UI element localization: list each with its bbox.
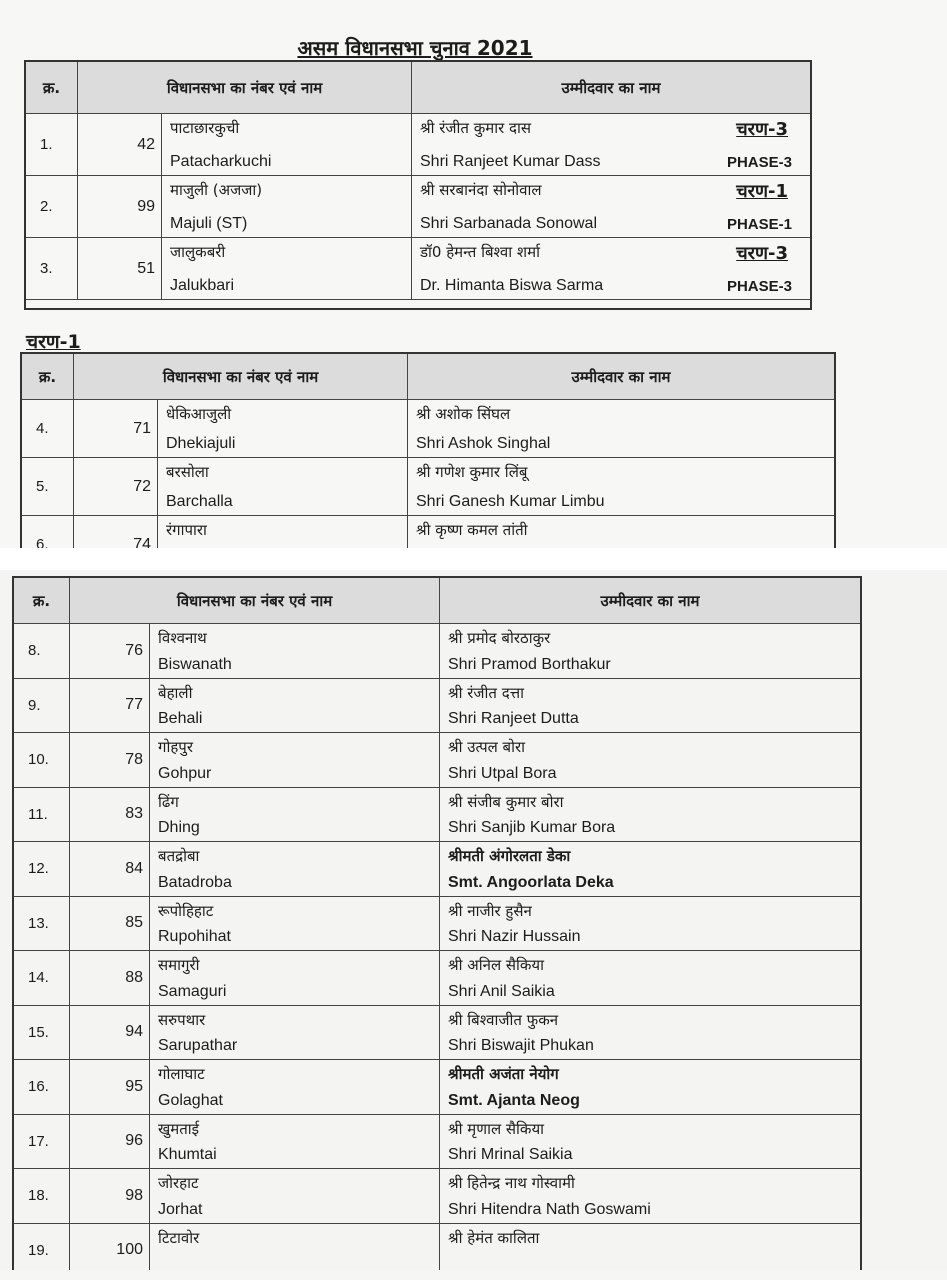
constituency-name-hindi: बेहाली [158, 683, 193, 702]
serial-number: 1. [26, 114, 78, 175]
constituency-number: 42 [137, 135, 155, 153]
constituency-number-cell [74, 400, 158, 457]
candidate-name-english: Shri Pramod Borthakur [448, 655, 611, 673]
constituency-name-cell [158, 400, 408, 457]
constituency-number-cell [74, 458, 158, 515]
constituency-name-cell [150, 788, 440, 842]
constituency-name-cell [150, 624, 440, 678]
candidate-name-english: Dr. Himanta Biswa Sarma [420, 277, 604, 294]
candidate-cell [440, 624, 860, 678]
constituency-name-cell [158, 458, 408, 515]
table-row [14, 679, 860, 734]
constituency-name-english: Rupohihat [158, 928, 231, 945]
table-row [14, 1115, 860, 1170]
candidate-name-hindi: श्री रंजीत कुमार दास [420, 119, 532, 137]
phase-label-english: PHASE-3 [726, 154, 792, 171]
serial-number: 17. [14, 1115, 70, 1169]
table-row [14, 788, 860, 843]
phase-label-hindi: चरण-3 [736, 119, 788, 140]
table-row [26, 114, 810, 176]
candidate-cell [440, 788, 860, 842]
candidate-name-english: Shri Sarbanada Sonowal [420, 215, 598, 232]
constituency-number-cell [78, 238, 162, 299]
candidate-name-hindi: श्री सरबानंदा सोनोवाल [420, 181, 542, 199]
constituency-name-cell [150, 1115, 440, 1169]
constituency-name-english: Patacharkuchi [170, 153, 272, 170]
constituency-name-hindi: जोरहाट [158, 1174, 199, 1192]
constituency-name-hindi: माजुली (अजजा) [170, 181, 263, 199]
header-candidate: उम्मीदवार का नाम [571, 367, 671, 386]
candidate-name-hindi: डॉ0 हेमन्त बिश्वा शर्मा [420, 243, 540, 261]
constituency-number-cell [74, 516, 158, 548]
constituency-name-hindi: रूपोहिहाट [158, 901, 214, 920]
candidate-name-hindi: श्री मृणाल सैकिया [448, 1119, 545, 1138]
phase-label-hindi: चरण-1 [736, 181, 788, 202]
serial-number: 19. [14, 1224, 70, 1271]
candidate-name-english: Shri Nazir Hussain [448, 928, 581, 945]
candidate-cell [440, 1169, 860, 1223]
constituency-name-english: Sarupathar [158, 1037, 238, 1054]
candidate-name-english: Smt. Ajanta Neog [448, 1091, 580, 1109]
constituency-number-cell [70, 951, 150, 1005]
constituency-number-cell [70, 624, 150, 678]
constituency-name-hindi: बरसोला [166, 463, 209, 481]
section-title-phase-1: चरण-1 [26, 331, 81, 353]
constituency-name-english: Golaghat [158, 1091, 223, 1109]
header-serial: क्र. [14, 578, 70, 623]
table-header-row [26, 62, 810, 114]
constituency-number: 77 [125, 696, 143, 714]
constituency-name-hindi: समागुरी [158, 956, 200, 974]
table-row [14, 842, 860, 897]
serial-number: 8. [14, 624, 70, 678]
constituency-name-cell [150, 1224, 440, 1271]
constituency-number: 85 [125, 914, 143, 932]
document-page-1 [0, 0, 947, 548]
candidate-name-hindi: श्री बिश्वाजीत फुकन [448, 1010, 559, 1029]
constituency-name-cell [162, 114, 412, 175]
candidate-name-hindi: श्री नाजीर हुसैन [448, 901, 532, 920]
constituency-number-cell [70, 842, 150, 896]
constituency-number: 83 [125, 805, 143, 823]
candidate-name-english: Shri Mrinal Saikia [448, 1146, 573, 1163]
constituency-number-cell [70, 679, 150, 733]
constituency-name-cell [150, 842, 440, 896]
constituency-name-cell [150, 951, 440, 1005]
constituency-number: 95 [125, 1077, 143, 1095]
constituency-number: 72 [133, 477, 151, 495]
serial-number: 6. [22, 516, 74, 548]
serial-number: 14. [14, 951, 70, 1005]
candidates-table-continued [12, 576, 862, 1270]
candidate-name-english: Shri Hitendra Nath Goswami [448, 1200, 651, 1218]
constituency-name-hindi: धेकिआजुली [166, 405, 232, 423]
constituency-name-english: Dhekiajuli [166, 435, 236, 452]
constituency-name-english: Barchalla [166, 493, 233, 510]
constituency-number: 100 [116, 1241, 143, 1259]
constituency-number: 71 [133, 419, 151, 437]
serial-number: 9. [14, 679, 70, 733]
candidate-cell [440, 1224, 860, 1271]
constituency-number: 74 [133, 535, 151, 548]
constituency-number-cell [70, 788, 150, 842]
serial-number: 2. [26, 176, 78, 237]
candidate-name-english: Smt. Angoorlata Deka [448, 873, 614, 891]
candidate-cell [408, 400, 834, 457]
phase-1-table [20, 352, 836, 548]
constituency-name-cell [150, 679, 440, 733]
constituency-number: 84 [125, 859, 143, 877]
candidate-cell [412, 114, 810, 175]
table-row [26, 238, 810, 300]
header-candidate: उम्मीदवार का नाम [600, 591, 700, 610]
constituency-number: 99 [137, 197, 155, 215]
candidate-name-hindi: श्रीमती अजंता नेयोग [448, 1065, 559, 1083]
constituency-name-hindi: सरुपथार [158, 1010, 206, 1029]
constituency-name-english: Jorhat [158, 1200, 203, 1218]
candidate-name-english: Shri Utpal Bora [448, 764, 557, 782]
candidate-name-hindi: श्री उत्पल बोरा [448, 738, 526, 756]
table-row [22, 400, 834, 458]
candidate-cell [440, 679, 860, 733]
candidate-name-hindi: श्री हितेन्द्र नाथ गोस्वामी [448, 1174, 575, 1192]
serial-number: 3. [26, 238, 78, 299]
constituency-number: 96 [125, 1132, 143, 1150]
candidate-name-hindi: श्री हेमंत कालिता [448, 1228, 540, 1247]
document-page-2 [0, 570, 947, 1270]
candidate-cell [408, 458, 834, 515]
constituency-name-hindi: गोहपुर [158, 738, 193, 756]
page-separator [0, 548, 947, 570]
constituency-number-cell [70, 897, 150, 951]
constituency-number-cell [70, 733, 150, 787]
table-row [14, 733, 860, 788]
candidate-cell [440, 733, 860, 787]
constituency-number: 88 [125, 968, 143, 986]
header-constituency: विधानसभा का नंबर एवं नाम [70, 578, 440, 623]
candidate-name-english: Shri Sanjib Kumar Bora [448, 819, 616, 836]
key-candidates-table [24, 60, 812, 310]
serial-number: 16. [14, 1060, 70, 1114]
constituency-name-english: Jalukbari [170, 277, 235, 294]
constituency-name-english: Khumtai [158, 1146, 217, 1163]
header-serial: क्र. [22, 354, 74, 399]
candidate-name-english: Shri Ganesh Kumar Limbu [416, 493, 605, 510]
candidate-cell [440, 951, 860, 1005]
constituency-name-cell [162, 238, 412, 299]
candidate-name-english: Shri Ranjeet Kumar Dass [420, 153, 601, 170]
constituency-number-cell [78, 176, 162, 237]
candidate-cell [412, 176, 810, 237]
table-row [14, 1224, 860, 1271]
constituency-number: 51 [137, 259, 155, 277]
serial-number: 15. [14, 1006, 70, 1060]
serial-number: 18. [14, 1169, 70, 1223]
constituency-name-hindi: विश्वनाथ [158, 629, 207, 647]
constituency-name-english: Samaguri [158, 982, 227, 1000]
constituency-name-hindi: रंगापारा [166, 521, 207, 539]
constituency-number: 94 [125, 1023, 143, 1041]
document-title: असम विधानसभा चुनाव 2021 [297, 36, 533, 60]
constituency-number-cell [70, 1060, 150, 1114]
table-row [14, 1060, 860, 1115]
table-header-row [14, 578, 860, 624]
constituency-name-hindi: ढिंग [158, 792, 179, 811]
constituency-number: 76 [125, 641, 143, 659]
candidate-cell [412, 238, 810, 299]
constituency-name-hindi: जालुकबरी [170, 243, 226, 261]
table-row [14, 1006, 860, 1061]
constituency-number-cell [70, 1115, 150, 1169]
candidate-cell [440, 1060, 860, 1114]
header-constituency: विधानसभा का नंबर एवं नाम [74, 354, 408, 399]
constituency-number-cell [70, 1006, 150, 1060]
table-row [14, 897, 860, 952]
constituency-name-english: Majuli (ST) [170, 215, 248, 232]
constituency-name-cell [150, 1169, 440, 1223]
constituency-name-hindi: खुमताई [158, 1119, 200, 1138]
candidate-name-hindi: श्रीमती अंगोरलता डेका [448, 847, 571, 865]
table-row [14, 624, 860, 679]
phase-label-english: PHASE-1 [726, 216, 792, 233]
constituency-name-english: Dhing [158, 819, 200, 836]
constituency-name-cell [162, 176, 412, 237]
phase-label-english: PHASE-3 [726, 278, 792, 295]
constituency-number: 78 [125, 750, 143, 768]
header-candidate: उम्मीदवार का नाम [561, 78, 661, 97]
serial-number: 5. [22, 458, 74, 515]
constituency-name-cell [150, 897, 440, 951]
candidate-cell [440, 842, 860, 896]
phase-label-hindi: चरण-3 [736, 243, 788, 264]
candidate-name-hindi: श्री अनिल सैकिया [448, 956, 545, 974]
constituency-number-cell [70, 1169, 150, 1223]
constituency-name-english: Batadroba [158, 873, 232, 891]
candidate-name-hindi: श्री कृष्ण कमल तांती [416, 521, 528, 539]
header-constituency: विधानसभा का नंबर एवं नाम [78, 62, 412, 113]
constituency-name-hindi: टिटावोर [158, 1228, 200, 1247]
table-row [22, 516, 834, 548]
serial-number: 10. [14, 733, 70, 787]
constituency-name-english: Biswanath [158, 655, 232, 673]
serial-number: 11. [14, 788, 70, 842]
constituency-number-cell [78, 114, 162, 175]
candidate-name-english: Shri Ashok Singhal [416, 435, 551, 452]
constituency-number-cell [70, 1224, 150, 1271]
candidate-cell [440, 1006, 860, 1060]
constituency-name-cell [158, 516, 408, 548]
candidate-name-hindi: श्री प्रमोद बोरठाकुर [448, 629, 551, 647]
constituency-name-cell [150, 1060, 440, 1114]
candidate-name-hindi: श्री संजीब कुमार बोरा [448, 792, 564, 811]
candidate-cell [440, 897, 860, 951]
constituency-number: 98 [125, 1186, 143, 1204]
candidate-name-hindi: श्री गणेश कुमार लिंबू [416, 463, 528, 481]
candidate-name-english: Shri Ranjeet Dutta [448, 710, 579, 727]
constituency-name-hindi: पाटाछारकुची [170, 119, 240, 137]
constituency-name-english: Behali [158, 710, 203, 727]
constituency-name-english: Gohpur [158, 764, 212, 782]
candidate-name-hindi: श्री रंजीत दत्ता [448, 683, 524, 702]
table-header-row [22, 354, 834, 400]
table-row [26, 176, 810, 238]
candidate-cell [408, 516, 834, 548]
serial-number: 12. [14, 842, 70, 896]
candidate-name-hindi: श्री अशोक सिंघल [416, 405, 511, 423]
table-row [14, 1169, 860, 1224]
table-row [22, 458, 834, 516]
candidate-cell [440, 1115, 860, 1169]
constituency-name-hindi: बतद्रोबा [158, 847, 200, 865]
table-row [14, 951, 860, 1006]
candidate-name-english: Shri Biswajit Phukan [448, 1037, 594, 1054]
constituency-name-hindi: गोलाघाट [158, 1065, 205, 1083]
serial-number: 13. [14, 897, 70, 951]
constituency-name-cell [150, 733, 440, 787]
serial-number: 4. [22, 400, 74, 457]
header-serial: क्र. [26, 62, 78, 113]
constituency-name-cell [150, 1006, 440, 1060]
candidate-name-english: Shri Anil Saikia [448, 982, 555, 1000]
